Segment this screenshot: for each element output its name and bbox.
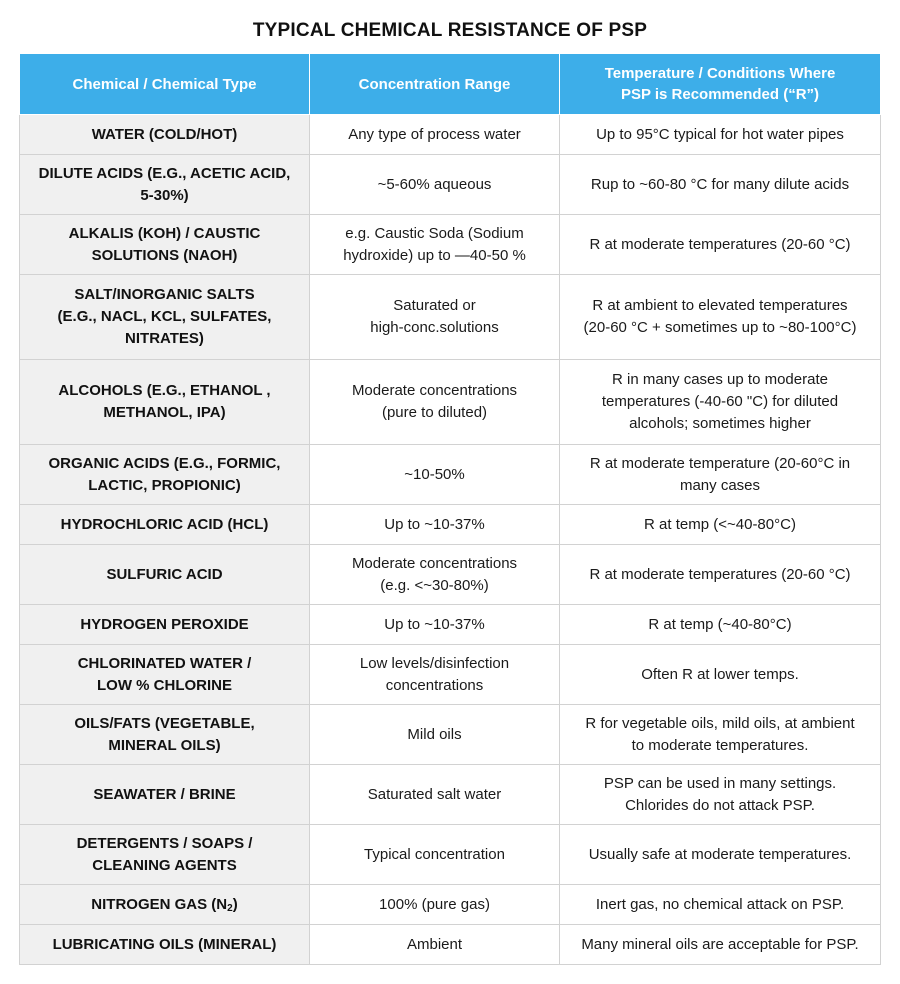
concentration-cell bbox=[310, 885, 560, 925]
concentration-cell bbox=[310, 645, 560, 705]
concentration-cell bbox=[310, 605, 560, 645]
table-row bbox=[20, 885, 881, 925]
concentration-cell bbox=[310, 765, 560, 825]
cell-line: hydroxide) up to —40-50 % bbox=[343, 246, 526, 264]
cell-line: PSP can be used in many settings. bbox=[603, 774, 837, 792]
cell-line: Typical concentration bbox=[364, 845, 505, 863]
cell-line: to moderate temperatures. bbox=[631, 736, 809, 754]
cell-line: ~5-60% aqueous bbox=[377, 175, 492, 193]
cell-line: Up to ~10-37% bbox=[384, 515, 485, 533]
cell-line: NITRATES) bbox=[125, 330, 204, 347]
table-body bbox=[20, 115, 881, 965]
conditions-cell bbox=[560, 645, 881, 705]
table-row bbox=[20, 645, 881, 705]
table-row bbox=[20, 155, 881, 215]
cell-line: Many mineral oils are acceptable for PSP. bbox=[581, 935, 859, 953]
cell-line: Ambient bbox=[406, 935, 463, 953]
conditions-cell bbox=[560, 545, 881, 605]
cell-line: SULFURIC ACID bbox=[106, 565, 223, 583]
cell-line: METHANOL, IPA) bbox=[103, 404, 226, 421]
concentration-cell bbox=[310, 505, 560, 545]
cell-line: LACTIC, PROPIONIC) bbox=[88, 476, 241, 494]
header-temperature: Temperature / Conditions Where PSP is Recommended (“R”) bbox=[560, 54, 881, 115]
table-row bbox=[20, 505, 881, 545]
table-row bbox=[20, 360, 881, 445]
cell-line: ALCOHOLS (E.G., ETHANOL , bbox=[58, 382, 271, 399]
chemical-cell bbox=[20, 765, 310, 825]
chemical-subscript: 2 bbox=[227, 902, 233, 914]
cell-line: ~10-50% bbox=[404, 465, 465, 483]
cell-line: (20-60 °C + sometimes up to ~80-100°C) bbox=[583, 319, 857, 336]
cell-line: R at temp (<~40-80°C) bbox=[644, 515, 796, 533]
cell-line: R for vegetable oils, mild oils, at ambient bbox=[585, 714, 855, 732]
chemical-cell bbox=[20, 925, 310, 965]
cell-line: R at moderate temperatures (20-60 °C) bbox=[589, 235, 851, 253]
cell-line: Usually safe at moderate temperatures. bbox=[588, 845, 852, 863]
chemical-cell bbox=[20, 645, 310, 705]
conditions-cell bbox=[560, 925, 881, 965]
cell-line: Saturated or bbox=[393, 297, 476, 314]
chemical-cell bbox=[20, 545, 310, 605]
concentration-cell bbox=[310, 825, 560, 885]
cell-line: Inert gas, no chemical attack on PSP. bbox=[595, 895, 845, 913]
cell-line: SEAWATER / BRINE bbox=[93, 785, 236, 803]
table-row bbox=[20, 705, 881, 765]
chemical-cell bbox=[20, 360, 310, 445]
table-row bbox=[20, 115, 881, 155]
table-row bbox=[20, 275, 881, 360]
header-concentration: Concentration Range bbox=[310, 54, 560, 115]
concentration-cell bbox=[310, 215, 560, 275]
cell-line: Up to ~10-37% bbox=[384, 615, 485, 633]
chemical-cell bbox=[20, 215, 310, 275]
table-row bbox=[20, 825, 881, 885]
cell-line: DETERGENTS / SOAPS / bbox=[76, 834, 253, 852]
cell-line: DILUTE ACIDS (E.G., ACETIC ACID, bbox=[38, 164, 291, 182]
conditions-cell bbox=[560, 445, 881, 505]
cell-line: (e.g. <~30-80%) bbox=[380, 576, 489, 594]
table-row bbox=[20, 605, 881, 645]
cell-line: many cases bbox=[679, 476, 761, 494]
cell-line: temperatures (-40-60 "C) for diluted bbox=[601, 393, 839, 410]
cell-line: Chlorides do not attack PSP. bbox=[625, 796, 815, 814]
concentration-cell bbox=[310, 925, 560, 965]
chemical-suffix: ) bbox=[232, 895, 238, 913]
page-title: TYPICAL CHEMICAL RESISTANCE OF PSP bbox=[252, 20, 648, 41]
cell-line: (pure to diluted) bbox=[381, 404, 488, 421]
header-chemical: Chemical / Chemical Type bbox=[20, 54, 310, 115]
cell-line: OILS/FATS (VEGETABLE, bbox=[74, 714, 255, 732]
conditions-cell bbox=[560, 275, 881, 360]
cell-line: R at ambient to elevated temperatures bbox=[592, 297, 848, 314]
concentration-cell bbox=[310, 360, 560, 445]
chemical-cell bbox=[20, 115, 310, 155]
cell-line: R in many cases up to moderate bbox=[612, 371, 828, 388]
cell-line: ALKALIS (KOH) / CAUSTIC bbox=[68, 224, 261, 242]
chemical-cell bbox=[20, 275, 310, 360]
cell-line: LOW % CHLORINE bbox=[97, 676, 232, 694]
cell-line: 100% (pure gas) bbox=[379, 895, 490, 913]
table-row bbox=[20, 215, 881, 275]
chemical-cell bbox=[20, 605, 310, 645]
chemical-cell bbox=[20, 825, 310, 885]
conditions-cell bbox=[560, 215, 881, 275]
table-row bbox=[20, 925, 881, 965]
cell-line: (E.G., NACL, KCL, SULFATES, bbox=[57, 308, 272, 325]
conditions-cell bbox=[560, 705, 881, 765]
cell-line: Mild oils bbox=[407, 725, 462, 743]
conditions-cell bbox=[560, 765, 881, 825]
cell-line: alcohols; sometimes higher bbox=[629, 415, 811, 432]
cell-line: Saturated salt water bbox=[367, 785, 502, 803]
conditions-cell bbox=[560, 605, 881, 645]
chemical-cell bbox=[20, 445, 310, 505]
cell-line: e.g. Caustic Soda (Sodium bbox=[345, 224, 524, 242]
cell-line: LUBRICATING OILS (MINERAL) bbox=[52, 935, 277, 953]
cell-line: concentrations bbox=[385, 676, 484, 694]
cell-line: R at moderate temperature (20-60°C in bbox=[589, 454, 851, 472]
chemical-cell bbox=[20, 885, 310, 925]
cell-line: Moderate concentrations bbox=[351, 382, 518, 399]
cell-line: ORGANIC ACIDS (E.G., FORMIC, bbox=[48, 454, 281, 472]
conditions-cell bbox=[560, 115, 881, 155]
chemical-cell bbox=[20, 505, 310, 545]
cell-line: WATER (COLD/HOT) bbox=[91, 125, 238, 143]
table-row bbox=[20, 445, 881, 505]
table-row bbox=[20, 545, 881, 605]
cell-line: SOLUTIONS (NAOH) bbox=[91, 246, 238, 264]
concentration-cell bbox=[310, 275, 560, 360]
chemical-cell bbox=[20, 155, 310, 215]
cell-line: CLEANING AGENTS bbox=[92, 856, 237, 874]
cell-line: Rup to ~60-80 °C for many dilute acids bbox=[590, 175, 850, 193]
cell-line: Moderate concentrations bbox=[351, 554, 518, 572]
conditions-cell bbox=[560, 885, 881, 925]
cell-line: Any type of process water bbox=[348, 125, 521, 143]
concentration-cell bbox=[310, 445, 560, 505]
chemical-cell bbox=[20, 705, 310, 765]
conditions-cell bbox=[560, 825, 881, 885]
concentration-cell bbox=[310, 545, 560, 605]
cell-line: MINERAL OILS) bbox=[108, 736, 221, 754]
cell-line: Low levels/disinfection bbox=[359, 654, 510, 672]
cell-line: HYDROCHLORIC ACID (HCL) bbox=[60, 515, 269, 533]
conditions-cell bbox=[560, 155, 881, 215]
cell-line: high-conc.solutions bbox=[370, 319, 499, 336]
cell-line: HYDROGEN PEROXIDE bbox=[80, 615, 249, 633]
cell-line: NITROGEN GAS (N bbox=[91, 895, 228, 913]
cell-line: R at temp (~40-80°C) bbox=[648, 615, 792, 633]
table-row bbox=[20, 765, 881, 825]
chemical-resistance-table bbox=[19, 53, 881, 965]
concentration-cell bbox=[310, 155, 560, 215]
cell-line: R at moderate temperatures (20-60 °C) bbox=[589, 565, 851, 583]
cell-line: CHLORINATED WATER / bbox=[77, 654, 252, 672]
table-header-row bbox=[20, 54, 881, 115]
cell-line: Up to 95°C typical for hot water pipes bbox=[596, 125, 844, 143]
conditions-cell bbox=[560, 360, 881, 445]
cell-line: 5-30%) bbox=[140, 186, 189, 204]
concentration-cell bbox=[310, 705, 560, 765]
concentration-cell bbox=[310, 115, 560, 155]
cell-line: SALT/INORGANIC SALTS bbox=[74, 286, 255, 303]
conditions-cell bbox=[560, 505, 881, 545]
cell-line: Often R at lower temps. bbox=[641, 665, 799, 683]
